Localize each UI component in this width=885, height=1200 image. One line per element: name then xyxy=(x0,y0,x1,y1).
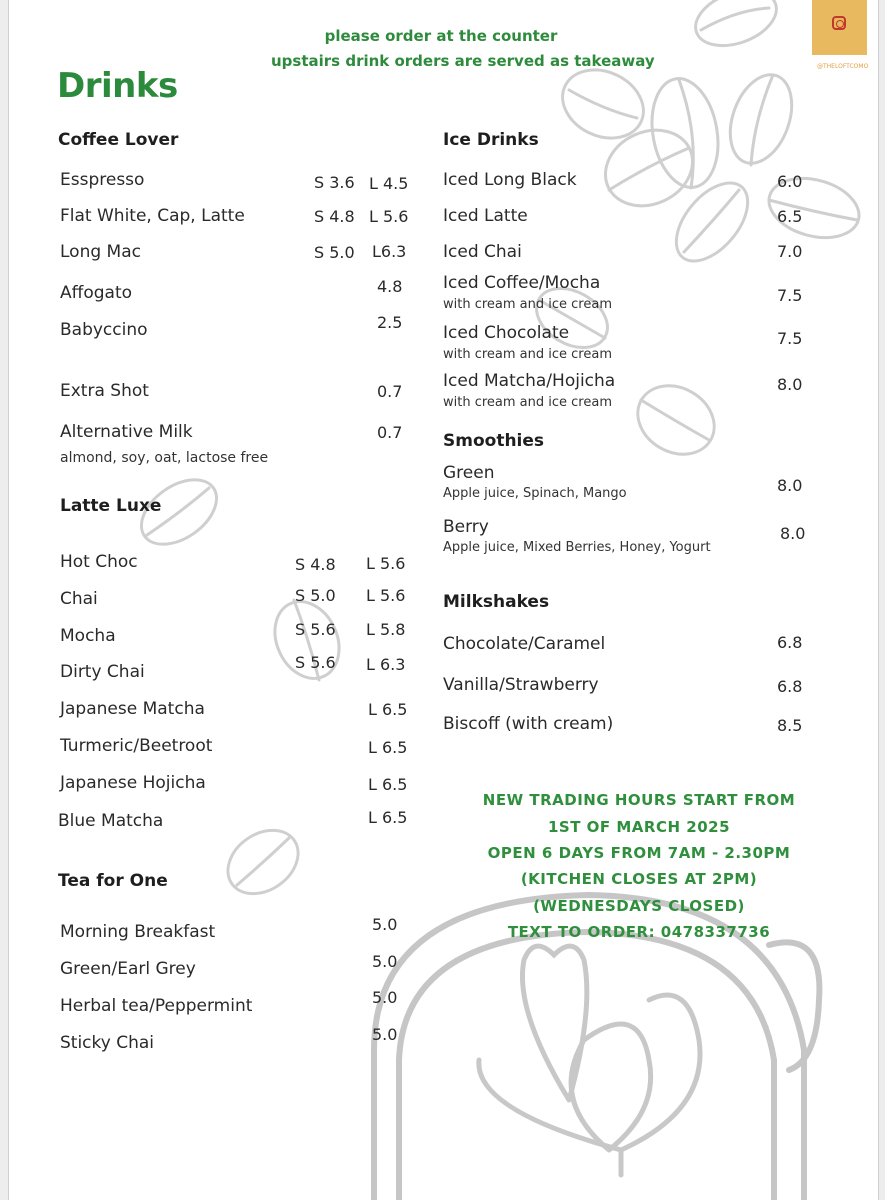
menu-item-price: 6.8 xyxy=(777,633,803,652)
menu-item-name: Chocolate/Caramel xyxy=(443,634,606,654)
trading-hours-line: NEW TRADING HOURS START FROM xyxy=(482,791,796,809)
menu-item-name: Extra Shot xyxy=(60,381,149,401)
menu-item-name: Green xyxy=(443,463,495,483)
menu-item-price-large: L 5.6 xyxy=(369,207,409,226)
menu-item-name: Turmeric/Beetroot xyxy=(60,736,213,756)
menu-item-name: Babyccino xyxy=(60,320,148,340)
menu-item-name: Biscoff (with cream) xyxy=(443,714,614,734)
menu-item-price-large: L 6.5 xyxy=(368,808,408,827)
menu-item-note: almond, soy, oat, lactose free xyxy=(60,450,269,466)
menu-page xyxy=(8,0,879,1200)
menu-item-name: Green/Earl Grey xyxy=(60,959,196,979)
trading-hours-line: (KITCHEN CLOSES AT 2PM) xyxy=(520,870,758,888)
menu-item-price-small: S 5.0 xyxy=(295,586,336,605)
menu-item-price: 7.5 xyxy=(777,286,803,305)
menu-item-name: Chai xyxy=(60,589,98,609)
section-heading-latte-luxe: Latte Luxe xyxy=(60,496,162,516)
menu-item-name: Vanilla/Strawberry xyxy=(443,675,599,695)
menu-item-price-large: L 4.5 xyxy=(369,174,409,193)
menu-item-price-small: S 3.6 xyxy=(314,173,355,192)
menu-item-name: Herbal tea/Peppermint xyxy=(60,996,253,1016)
menu-item-name: Morning Breakfast xyxy=(60,922,216,942)
section-heading-smoothies: Smoothies xyxy=(443,431,545,451)
section-heading-coffee-lover: Coffee Lover xyxy=(58,130,179,150)
menu-item-price-large: L 6.5 xyxy=(368,738,408,757)
menu-item-note: Apple juice, Mixed Berries, Honey, Yogurt xyxy=(443,540,711,555)
menu-item-price-large: L6.3 xyxy=(372,242,407,261)
menu-item-price: 8.0 xyxy=(777,375,803,394)
menu-item-name: Iced Chai xyxy=(443,242,522,262)
section-heading-milkshakes: Milkshakes xyxy=(443,592,550,612)
menu-item-name: Dirty Chai xyxy=(60,662,145,682)
menu-item-note: with cream and ice cream xyxy=(443,395,612,410)
menu-item-name: Hot Choc xyxy=(60,552,138,572)
section-heading-tea-for-one: Tea for One xyxy=(58,871,168,891)
menu-item-price-large: L 6.5 xyxy=(368,700,408,719)
menu-item-price-small: S 5.6 xyxy=(295,653,336,672)
section-heading-ice-drinks: Ice Drinks xyxy=(443,130,539,150)
menu-item-name: Japanese Matcha xyxy=(60,699,205,719)
page-title: Drinks xyxy=(57,66,178,106)
instagram-icon xyxy=(832,16,846,30)
menu-item-price: 4.8 xyxy=(377,277,403,296)
menu-item-price: 6.5 xyxy=(777,207,803,226)
menu-item-price: 5.0 xyxy=(372,1025,398,1044)
menu-item-price: 8.0 xyxy=(777,476,803,495)
trading-hours-line: 1ST OF MARCH 2025 xyxy=(547,818,731,836)
menu-item-price: 0.7 xyxy=(377,382,403,401)
menu-item-price-large: L 5.8 xyxy=(366,620,406,639)
menu-item-note: Apple juice, Spinach, Mango xyxy=(443,486,627,501)
menu-item-note: with cream and ice cream xyxy=(443,297,612,312)
menu-item-name: Esspresso xyxy=(60,170,145,190)
menu-item-price: 0.7 xyxy=(377,423,403,442)
menu-item-price-large: L 5.6 xyxy=(366,586,406,605)
menu-item-price: 2.5 xyxy=(377,313,403,332)
menu-item-price-small: S 5.6 xyxy=(295,620,336,639)
menu-item-name: Affogato xyxy=(60,283,133,303)
menu-item-price: 5.0 xyxy=(372,988,398,1007)
menu-item-name: Sticky Chai xyxy=(60,1033,155,1053)
trading-hours-line: (WEDNESDAYS CLOSED) xyxy=(533,897,745,915)
menu-item-price: 8.5 xyxy=(777,716,803,735)
menu-item-price: 5.0 xyxy=(372,915,398,934)
order-notice-line-2: upstairs drink orders are served as takeaway xyxy=(271,52,655,70)
menu-item-note: with cream and ice cream xyxy=(443,347,612,362)
menu-item-price: 7.0 xyxy=(777,242,803,261)
menu-item-price-large: L 6.3 xyxy=(366,655,406,674)
menu-item-price-small: S 5.0 xyxy=(314,243,355,262)
qr-handle: @THELOFTCOMO xyxy=(817,63,869,70)
menu-item-name: Iced Matcha/Hojicha xyxy=(443,371,616,391)
menu-item-name: Japanese Hojicha xyxy=(60,773,206,793)
menu-item-name: Iced Long Black xyxy=(443,170,577,190)
phone-order-line[interactable]: TEXT TO ORDER: 0478337736 xyxy=(507,923,771,941)
trading-hours-line: OPEN 6 DAYS FROM 7AM - 2.30PM xyxy=(487,844,791,862)
menu-item-name: Iced Chocolate xyxy=(443,323,570,343)
menu-item-name: Alternative Milk xyxy=(60,422,193,442)
page-edge-left xyxy=(0,0,8,1200)
menu-item-name: Flat White, Cap, Latte xyxy=(60,206,245,226)
menu-item-price: 8.0 xyxy=(780,524,806,543)
menu-item-name: Blue Matcha xyxy=(58,811,164,831)
menu-item-price: 5.0 xyxy=(372,952,398,971)
menu-item-name: Berry xyxy=(443,517,489,537)
menu-item-name: Long Mac xyxy=(60,242,141,262)
menu-item-price-small: S 4.8 xyxy=(314,207,355,226)
menu-item-name: Iced Latte xyxy=(443,206,528,226)
menu-item-name: Mocha xyxy=(60,626,116,646)
menu-item-name: Iced Coffee/Mocha xyxy=(443,273,601,293)
menu-item-price-large: L 5.6 xyxy=(366,554,406,573)
order-notice-line-1: please order at the counter xyxy=(324,27,558,45)
menu-item-price-large: L 6.5 xyxy=(368,775,408,794)
menu-item-price-small: S 4.8 xyxy=(295,555,336,574)
menu-item-price: 6.0 xyxy=(777,172,803,191)
menu-item-price: 7.5 xyxy=(777,329,803,348)
menu-item-price: 6.8 xyxy=(777,677,803,696)
